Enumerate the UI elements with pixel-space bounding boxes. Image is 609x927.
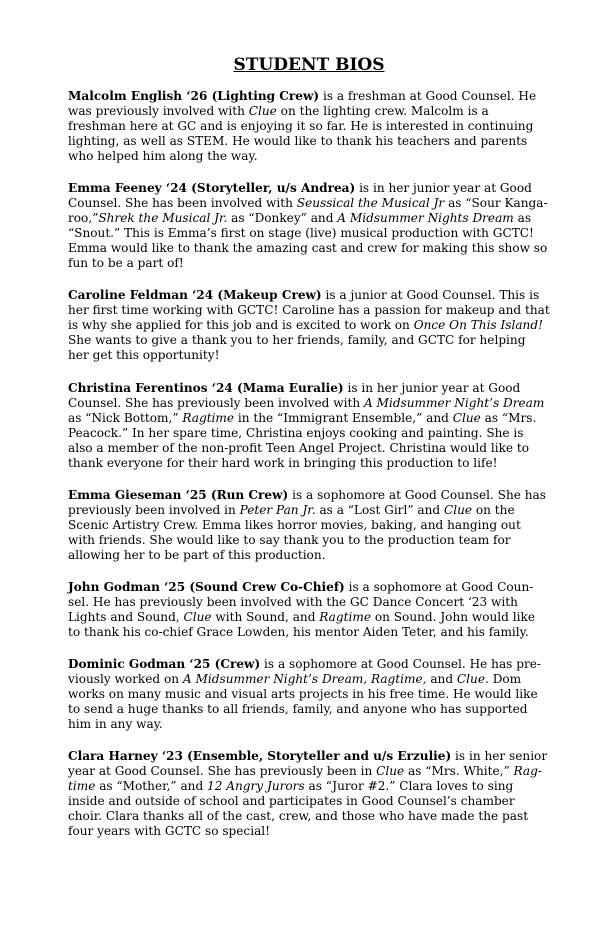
student-bios-page: [68, 54, 550, 857]
bio-paragraph: [68, 749, 550, 839]
bio-name: John Godman ‘25 (Sound Crew Co-Chief): [68, 579, 345, 594]
bio-text: as “Mrs. Peacock.” In her spare time, Christina enjoys cooking and painting. She is also a member of the non-profit Teen Angel Project. Christina would like to thank everyone for their hard work in bringing this production to life!: [68, 410, 537, 470]
bio-text: is a sophomore at Good Counsel. He has previously been involved with the GC Dance Concert ‘23 with Lights and Sound,: [68, 579, 534, 624]
bio-name: Clara Harney ‘23 (Ensemble, Storyteller and u/s Erzulie): [68, 749, 452, 764]
bio-text: . Dom works on many music and visual arts projects in his free time. He would like to send a huge thanks to all friends, family, and anyone who has supported him in any way.: [68, 672, 538, 732]
bio-text: is in her junior year at Good Counsel. She has been involved with: [68, 181, 532, 211]
bio-text: as “Donkey” and: [227, 211, 338, 226]
bio-name: Malcolm English ‘26 (Lighting Crew): [68, 89, 320, 103]
bio-title-italic: Ragtime: [182, 410, 235, 425]
bio-text: is in her junior year at Good Counsel. She has previously been involved with: [68, 380, 521, 410]
bio-paragraph: [68, 657, 550, 732]
bio-title-italic: A Midsummer Night’s Dream: [363, 395, 545, 410]
bio-paragraph: [68, 181, 550, 271]
bio-text: is a freshman at Good Counsel. He was previously involved with: [68, 89, 537, 118]
bio-title-italic: 12 Angry Jurors: [207, 779, 305, 794]
bio-name: Emma Feeney ‘24 (Storyteller, u/s Andrea): [68, 181, 356, 196]
bio-paragraph: [68, 381, 550, 471]
bios-list: [68, 89, 550, 839]
bio-paragraph: [68, 580, 550, 640]
page-title: STUDENT BIOS: [233, 55, 385, 75]
bio-title-italic: Clue: [452, 410, 481, 425]
bio-title-italic: Clue: [443, 502, 473, 517]
bio-text: is in her senior year at Good Counsel. She has previously been in: [68, 749, 548, 779]
bio-text: is a sophomore at Good Counsel. He has previously worked on: [68, 657, 541, 687]
bio-text: as “Nick Bottom,”: [68, 410, 183, 425]
bio-title-italic: A Midsummer Nights Dream: [337, 211, 514, 226]
bio-paragraph: [68, 288, 550, 363]
bio-title-italic: Ragtime: [68, 764, 542, 794]
bio-title-italic: Seussical the Musical Jr: [296, 196, 445, 211]
bio-text: as “Mother,” and: [95, 779, 208, 794]
bio-title-italic: Clue: [456, 672, 485, 687]
bio-title-italic: A Midsummer Night’s Dream, Ragtime,: [182, 672, 427, 687]
bio-text: is a junior at Good Counsel. This is her first time working with GCTC! Caroline has a passion for makeup and that is why she applied for this job and is excited to work on: [68, 288, 550, 333]
bio-text: as “Mrs. White,”: [404, 764, 514, 779]
bio-text: as “Juror #2.” Clara loves to sing inside and outside of school and participates in Good Counsel’s chamber choir. Clara thanks all of the cast, crew, and those who have made the past four years with GCTC so special!: [68, 779, 529, 839]
bio-title-italic: Once On This Island!: [413, 318, 543, 333]
bio-title-italic: Ragtime: [319, 609, 371, 624]
bio-text: on the Scenic Artistry Crew. Emma likes horror movies, baking, and hanging out with friends. She would like to say thank you to the production team for allowing her to be part of this production.: [68, 502, 521, 562]
bio-text: with Sound, and: [211, 609, 320, 624]
bio-title-italic: Peter Pan Jr.: [239, 502, 316, 517]
bio-title-italic: Clue: [376, 764, 405, 779]
bio-paragraph: [68, 488, 550, 563]
bio-text: on Sound. John would like to thank his co-chief Grace Lowden, his mentor Aiden Teter, and his family.: [68, 609, 535, 639]
bio-paragraph: [68, 89, 550, 164]
bio-text: in the “Immigrant Ensemble,” and: [234, 410, 453, 425]
bio-text: and: [426, 672, 457, 687]
bio-text: She wants to give a thank you to her friends, family, and GCTC for helping her get this opportunity!: [68, 333, 526, 363]
bio-name: Dominic Godman ‘25 (Crew): [68, 657, 261, 672]
bio-text: as “Sour Kangaroo,”: [68, 196, 548, 226]
bio-title-italic: Clue: [248, 104, 277, 118]
bio-name: Christina Ferentinos ‘24 (Mama Euralie): [68, 380, 344, 395]
bio-name: Caroline Feldman ‘24 (Makeup Crew): [68, 288, 322, 303]
bio-name: Emma Gieseman ‘25 (Run Crew): [68, 487, 289, 502]
bio-title-italic: Clue: [183, 609, 212, 624]
bio-text: as a “Lost Girl” and: [315, 502, 444, 517]
bio-text: as “Snout.” This is Emma’s first on stage (live) musical production with GCTC! Emma would like to thank the amazing cast and crew for making this show so fun to be a part of!: [68, 211, 548, 271]
bio-title-italic: Shrek the Musical Jr.: [98, 211, 228, 226]
bio-text: is a sophomore at Good Counsel. She has previously been involved in: [68, 487, 546, 517]
bio-text: on the lighting crew. Malcolm is a freshman here at GC and is enjoying it so far. He is interested in continuing lighting, as well as STEM. He would like to thank his teachers and parents who helped him along the way.: [68, 104, 534, 163]
